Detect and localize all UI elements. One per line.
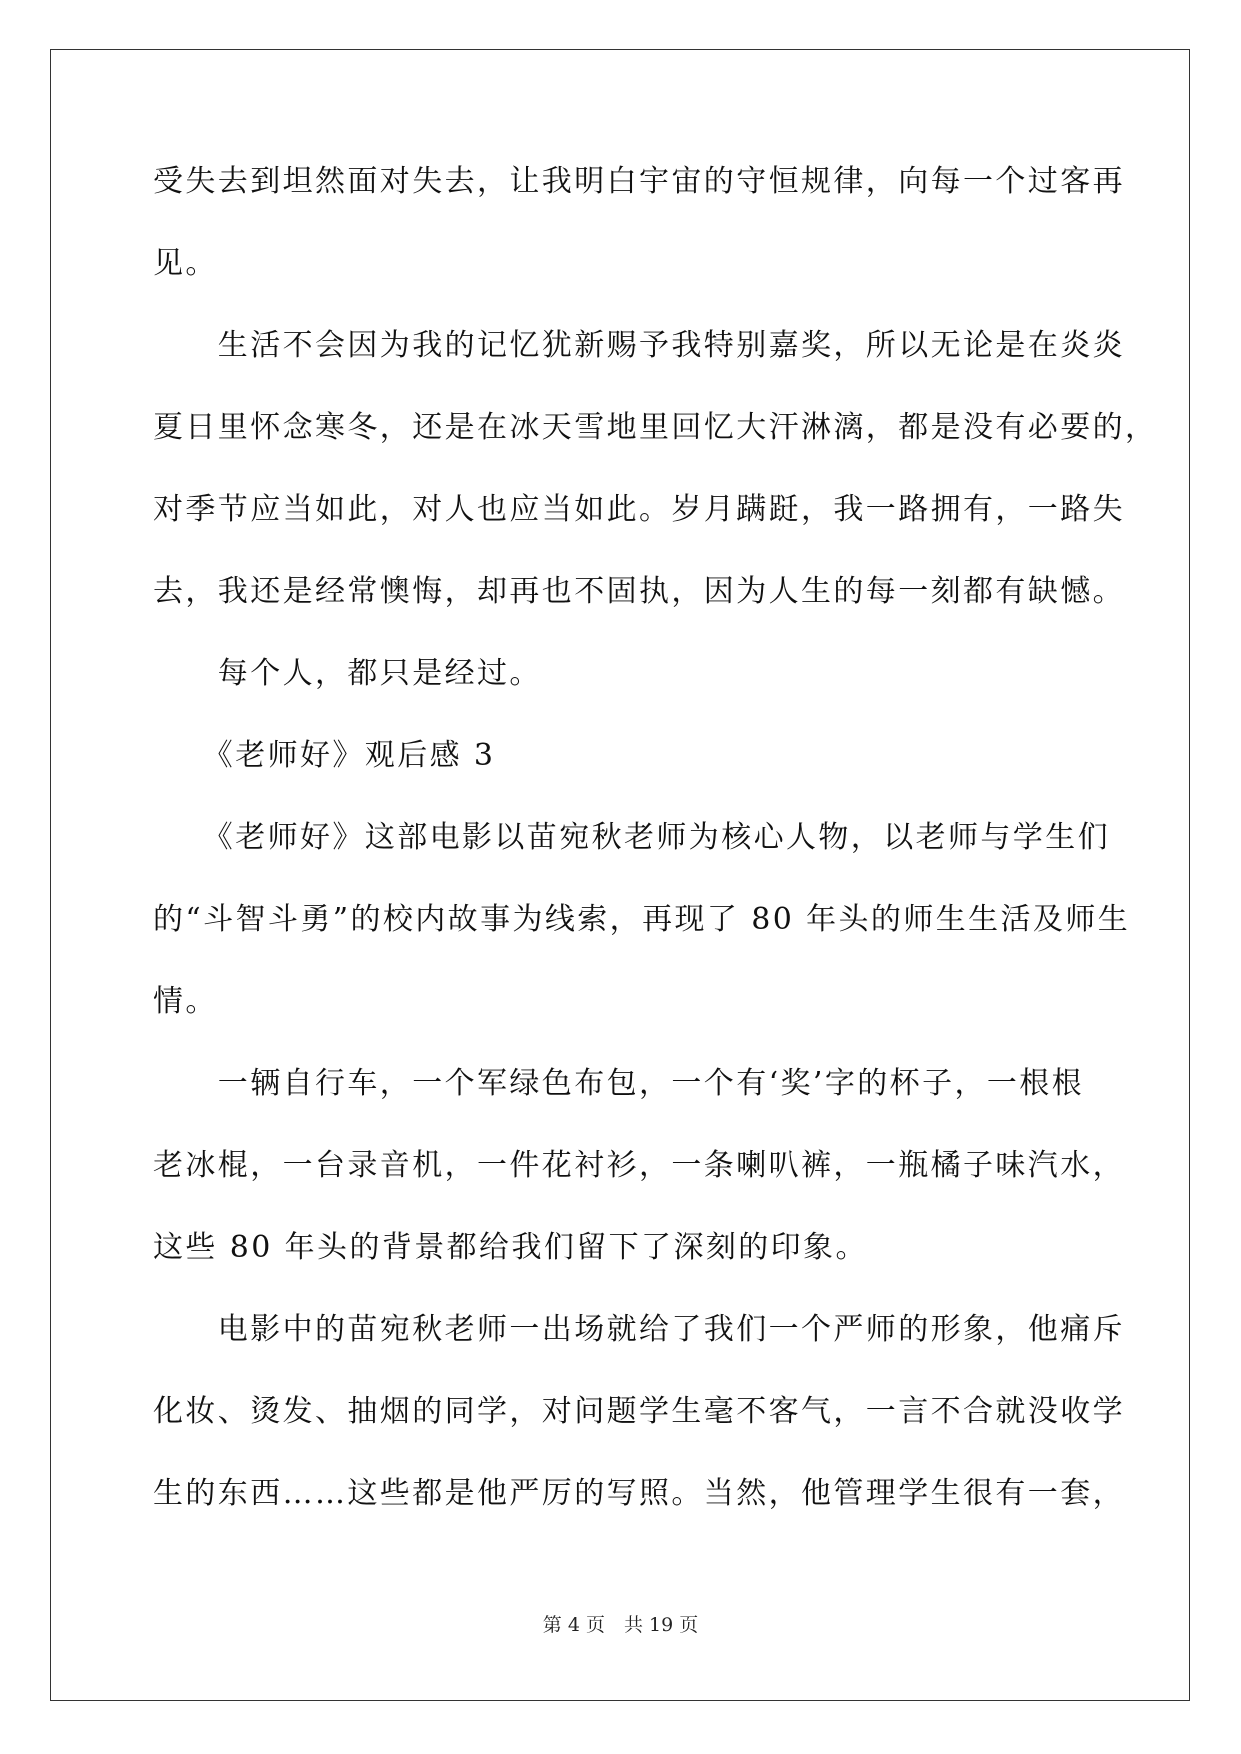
text-line: 每个人，都只是经过。 [153,656,542,691]
section-heading: 《老师好》观后感 3 [153,738,496,773]
text-line: 电影中的苗宛秋老师一出场就给了我们一个严师的形象，他痛斥 [153,1312,1125,1347]
text-line: 《老师好》这部电影以苗宛秋老师为核心人物，以老师与学生们 [153,820,1110,855]
text-line: 情。 [153,984,218,1019]
text-line: 老冰棍，一台录音机，一件花衬衫，一条喇叭裤，一瓶橘子味汽水， [153,1148,1125,1183]
text-line: 夏日里怀念寒冬，还是在冰天雪地里回忆大汗淋漓，都是没有必要的， [153,410,1158,445]
text-line: 对季节应当如此，对人也应当如此。岁月蹒跹，我一路拥有，一路失 [153,492,1125,527]
page-border [50,49,1190,1701]
text-line: 去，我还是经常懊悔，却再也不固执，因为人生的每一刻都有缺憾。 [153,574,1125,609]
page-number: 第 4 页 共 19 页 [542,1614,699,1636]
text-line: 一辆自行车，一个军绿色布包，一个有‘奖’字的杯子，一根根 [153,1066,1085,1101]
text-line: 生活不会因为我的记忆犹新赐予我特别嘉奖，所以无论是在炎炎 [153,328,1125,363]
text-line: 的“斗智斗勇”的校内故事为线索，再现了 80 年头的师生生活及师生 [153,902,1131,937]
text-line: 受失去到坦然面对失去，让我明白宇宙的守恒规律，向每一个过客再 [153,164,1125,199]
text-line: 化妆、烫发、抽烟的同学，对问题学生毫不客气，一言不合就没收学 [153,1394,1125,1429]
text-line: 见。 [153,246,218,281]
text-line: 这些 80 年头的背景都给我们留下了深刻的印象。 [153,1230,868,1265]
text-line: 生的东西……这些都是他严厉的写照。当然，他管理学生很有一套， [153,1476,1125,1511]
